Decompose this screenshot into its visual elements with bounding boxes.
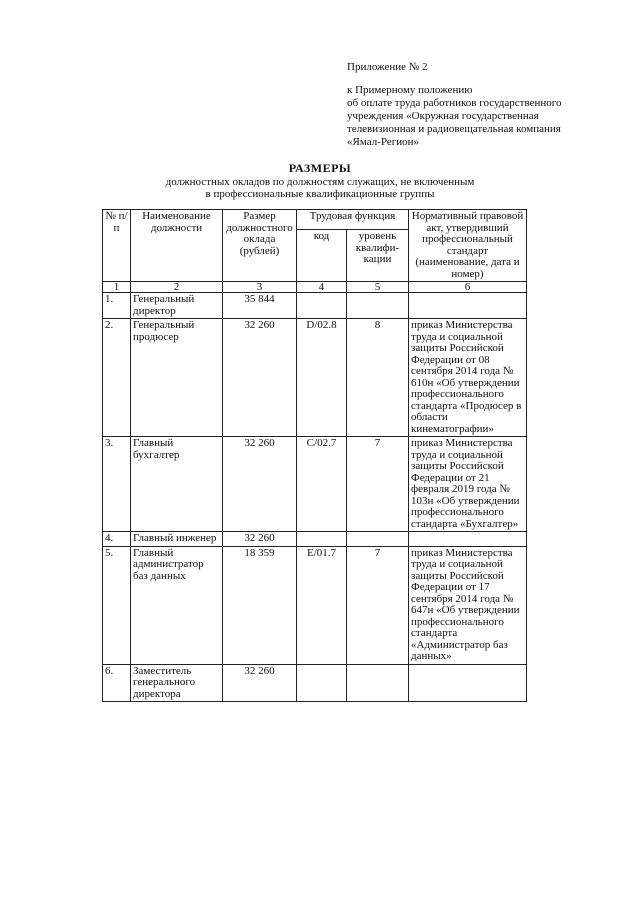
row-code [297,293,347,319]
row-name: Генеральный директор [131,293,223,319]
column-number: 2 [131,282,223,293]
column-number: 6 [409,282,527,293]
header-name: Наименование должности [131,210,223,282]
appendix-title: Приложение № 2 [347,61,428,73]
row-level: 7 [347,546,409,664]
appendix-line: телевизионная и радиовещательная компания [347,123,561,135]
row-level [347,664,409,702]
header-code: код [297,230,347,282]
row-level: 7 [347,437,409,532]
heading-subtitle-line1: должностных окладов по должностям служащих, не включенным [165,176,475,188]
row-level [347,532,409,547]
table-row [103,437,527,532]
row-act [409,664,527,702]
column-number: 5 [347,282,409,293]
row-name: Заместитель генерального директора [131,664,223,702]
header-function: Трудовая функция [297,210,409,230]
table-header-row [103,210,527,230]
header-salary: Размер должностного оклада (рублей) [223,210,297,282]
row-code: D/02.8 [297,319,347,437]
row-code [297,532,347,547]
table-row [103,293,527,319]
row-act: приказ Министерства труда и социальной защиты Российской Федерации от 21 февраля 2019 года № 103н «Об утверждении профессионального стандарта «Бухгалтер» [409,437,527,532]
row-code [297,664,347,702]
row-name: Главный администратор баз данных [131,546,223,664]
row-salary: 32 260 [223,532,297,547]
row-code: C/02.7 [297,437,347,532]
row-level [347,293,409,319]
column-number: 4 [297,282,347,293]
row-num: 2. [103,319,131,437]
heading-subtitle-line2: в профессиональные квалификационные группы [205,188,435,200]
header-level: уровень квалифи-кации [347,230,409,282]
appendix-line: к Примерному положению [347,84,473,96]
row-num: 5. [103,546,131,664]
document-heading [0,162,640,200]
header-num: № п/п [103,210,131,282]
row-act: приказ Министерства труда и социальной защиты Российской Федерации от 08 сентября 2014 года № 610н «Об утверждении профессионального стандарта «Продюсер в области кинематографии» [409,319,527,437]
row-code: E/01.7 [297,546,347,664]
row-salary: 35 844 [223,293,297,319]
row-salary: 18 359 [223,546,297,664]
table-row [103,319,527,437]
column-number: 1 [103,282,131,293]
row-num: 4. [103,532,131,547]
salary-table [102,209,527,702]
table-row [103,532,527,547]
appendix-line: учреждения «Окружная государственная [347,110,539,122]
row-name: Главный инженер [131,532,223,547]
row-act: приказ Министерства труда и социальной защиты Российской Федерации от 17 сентября 2014 года № 647н «Об утверждении профессионального стандарта «Администратор баз данных» [409,546,527,664]
row-act [409,532,527,547]
table-row [103,546,527,664]
row-salary: 32 260 [223,319,297,437]
column-number: 3 [223,282,297,293]
row-name: Главный бухгалтер [131,437,223,532]
table-row [103,664,527,702]
appendix-line: «Ямал-Регион» [347,136,419,148]
row-salary: 32 260 [223,437,297,532]
appendix-block [347,61,561,149]
row-salary: 32 260 [223,664,297,702]
header-act: Нормативный правовой акт, утвердивший профессиональный стандарт (наименование, дата и номер) [409,210,527,282]
row-level: 8 [347,319,409,437]
row-name: Генеральный продюсер [131,319,223,437]
row-act [409,293,527,319]
heading-title: РАЗМЕРЫ [288,161,352,175]
appendix-line: об оплате труда работников государственного [347,97,562,109]
row-num: 3. [103,437,131,532]
column-number-row [103,282,527,293]
row-num: 1. [103,293,131,319]
row-num: 6. [103,664,131,702]
